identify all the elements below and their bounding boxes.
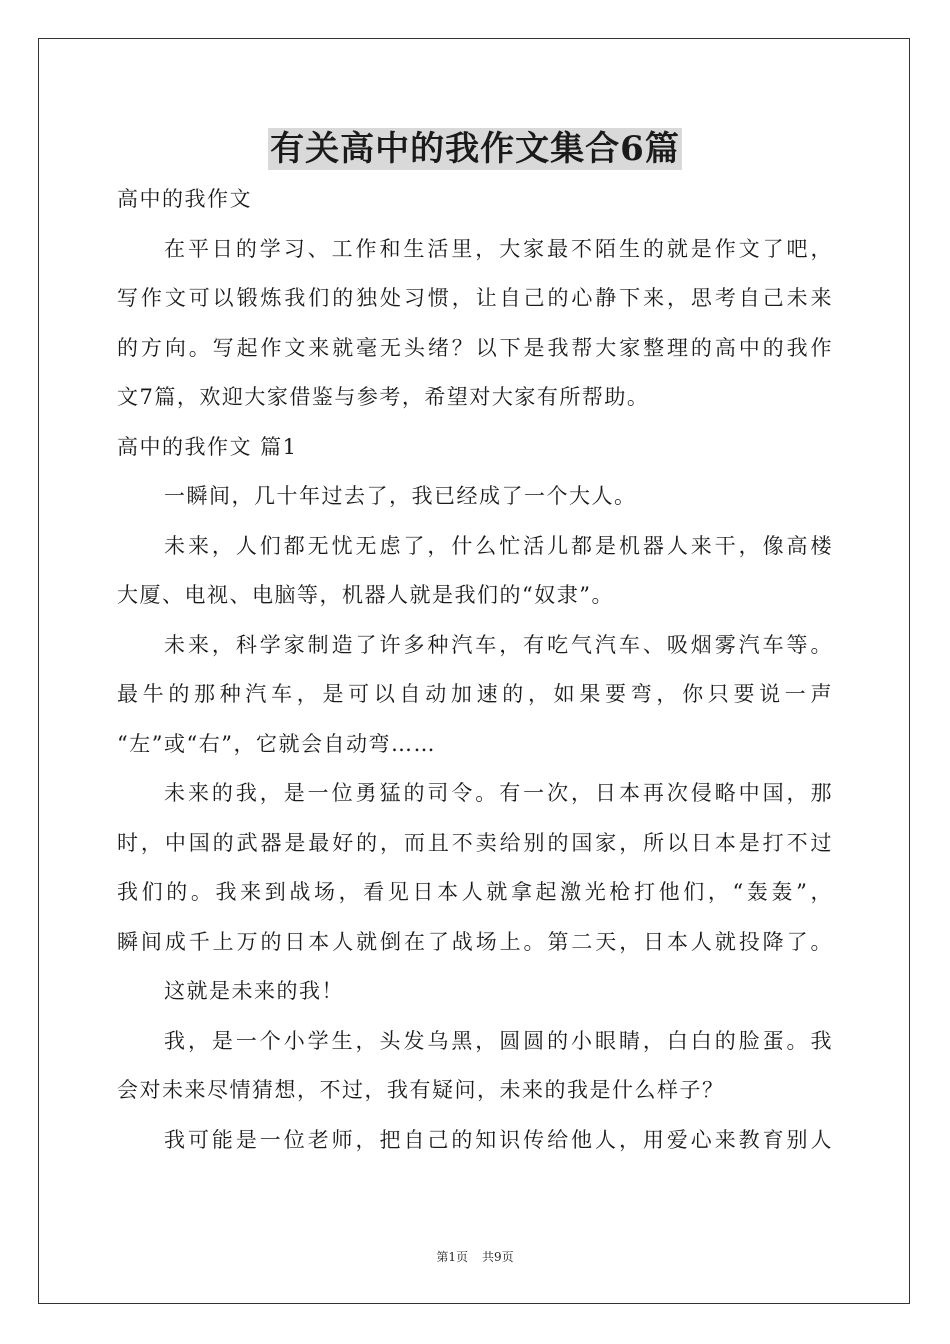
page-footer <box>0 1248 950 1265</box>
text-line: 大厦、电视、电脑等，机器人就是我们的“奴隶”。 <box>117 583 614 607</box>
text-line: 会对未来尽情猜想，不过，我有疑问，未来的我是什么样子？ <box>117 1078 725 1102</box>
text-line: 我可能是一位老师，把自己的知识传给他人，用爱心来教育别人 <box>164 1127 833 1152</box>
text-line: 我们的。我来到战场，看见日本人就拿起激光枪打他们，“轰轰”， <box>117 880 833 904</box>
text-line: 这就是未来的我！ <box>164 979 344 1003</box>
text-line: 在平日的学习、工作和生活里，大家最不陌生的就是作文了吧， <box>164 236 833 261</box>
text-line: 文7篇，欢迎大家借鉴与参考，希望对大家有所帮助。 <box>117 385 650 409</box>
text-line: 一瞬间，几十年过去了，我已经成了一个大人。 <box>164 484 637 508</box>
title-container <box>0 128 950 170</box>
text-line: 写作文可以锻炼我们的独处习惯，让自己的心静下来，思考自己未来 <box>117 286 833 310</box>
text-line: 的方向。写起作文来就毫无头绪？以下是我帮大家整理的高中的我作 <box>117 335 833 360</box>
text-line: 最牛的那种汽车，是可以自动加速的，如果要弯，你只要说一声 <box>117 682 833 706</box>
text-line: 时，中国的武器是最好的，而且不卖给别的国家，所以日本是打不过 <box>117 830 833 855</box>
text-line: “左”或“右”，它就会自动弯…… <box>117 731 436 756</box>
text-line: 未来，人们都无忧无虑了，什么忙活儿都是机器人来干，像高楼 <box>164 533 833 558</box>
text-line: 我，是一个小学生，头发乌黑，圆圆的小眼睛，白白的脸蛋。我 <box>164 1028 833 1053</box>
page-total: 共9页 <box>482 1250 514 1264</box>
document-body <box>117 175 833 1165</box>
document-title: 有关高中的我作文集合6篇 <box>270 129 680 169</box>
text-line: 未来的我，是一位勇猛的司令。有一次，日本再次侵略中国，那 <box>164 781 833 805</box>
text-line: 高中的我作文 篇1 <box>117 434 298 459</box>
text-line: 瞬间成千上万的日本人就倒在了战场上。第二天，日本人就投降了。 <box>117 929 833 954</box>
page-number: 第1页 <box>436 1250 468 1264</box>
text-line: 未来，科学家制造了许多种汽车，有吃气汽车、吸烟雾汽车等。 <box>164 632 833 657</box>
text-line: 高中的我作文 <box>117 187 252 211</box>
